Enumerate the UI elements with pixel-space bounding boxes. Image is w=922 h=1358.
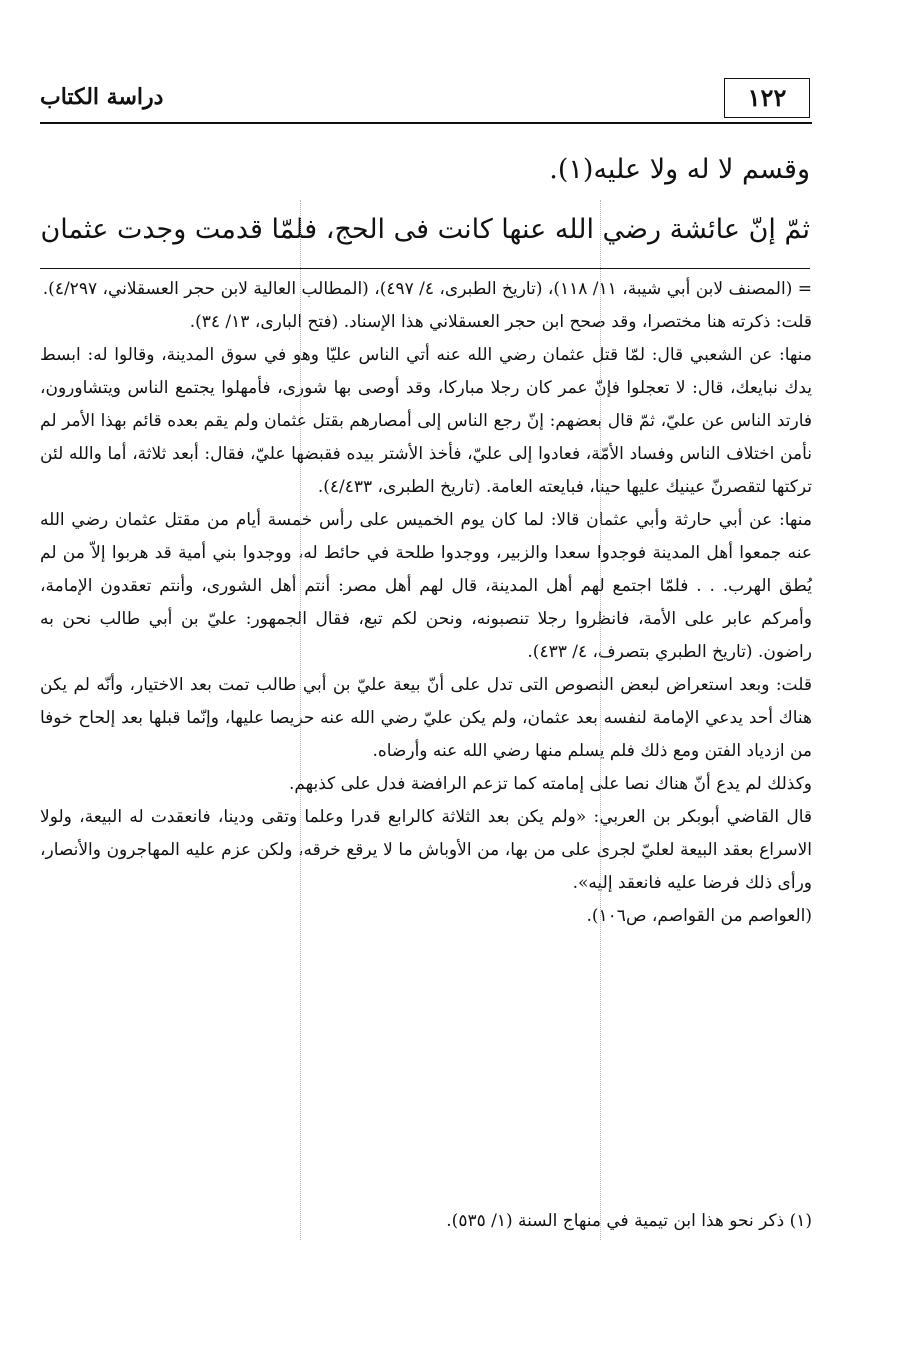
page-number: ١٢٢ xyxy=(724,78,810,118)
running-title: دراسة الكتاب xyxy=(40,84,164,110)
footnote: (١) ذكر نحو هذا ابن تيمية في منهاج السنة (١/ ٥٣٥). xyxy=(446,1211,812,1231)
scan-crease-line xyxy=(600,200,601,1240)
note-paragraph: قلت: وبعد استعراض لبعض النصوص التى تدل على أنّ بيعة عليّ بن أبي طالب تمت بعد الاختيار، وأنّه لم يكن هناك أحد يدعي الإمامة لنفسه بعد عثمان، ولم يكن عليّ رضي الله عنه حريصا عليها، وإنّما قبلها بعد إلحاح خوفا من ازدياد الفتن ومع ذلك فلم يسلم منها رضي الله عنه وأرضاه. xyxy=(40,675,812,761)
main-line: وقسم لا له ولا عليه(١). xyxy=(549,154,810,185)
page-header xyxy=(40,78,810,122)
note-paragraph: (العواصم من القواصم، ص١٠٦). xyxy=(586,906,812,926)
header-rule xyxy=(40,122,812,124)
footnote-separator xyxy=(40,268,810,269)
note-paragraph: وكذلك لم يدع أنّ هناك نصا على إمامته كما تزعم الرافضة فدل على كذبهم. xyxy=(288,774,812,794)
note-paragraph: قال القاضي أبوبكر بن العربي: «ولم يكن بعد الثلاثة كالرابع قدرا وعلما وتقى ودينا، فانعقدت له البيعة، ولولا الاسراع بعقد البيعة لعليّ لجرى على من بها، من الأوباش ما لا يرقع خرقه، ولكن عزم عليه المهاجرون والأنصار، ورأى ذلك فرضا عليه فانعقد إليه». xyxy=(40,807,812,893)
main-text xyxy=(40,140,810,260)
note-paragraph: = (المصنف لابن أبي شيبة، ١١/ ١١٨)، (تاريخ الطبرى، ٤/ ٤٩٧)، (المطالب العالية لابن حجر العسقلاني، ٤/٢٩٧). xyxy=(42,279,812,299)
note-paragraph: قلت: ذكرته هنا مختصرا، وقد صحح ابن حجر العسقلاني هذا الإسناد. (فتح البارى، ١٣/ ٣٤). xyxy=(189,312,812,332)
note-paragraph: منها: عن أبي حارثة وأبي عثمان قالا: لما كان يوم الخميس على رأس خمسة أيام من مقتل عثمان رضي الله عنه جمعوا أهل المدينة فوجدوا سعدا والزبير، ووجدوا طلحة في حائط له، ووجدوا بني أمية قد هربوا إلاّ من لم يُطق الهرب. . . فلمّا اجتمع لهم أهل المدينة، قال لهم أهل مصر: أنتم أهل الشورى، وأنتم تعقدون الإمامة، وأمركم عابر على الأمة، فانظروا رجلا تنصبونه، ونحن لكم تبع، فقال الجمهور: عليّ بن أبي طالب نحن به راضون. (تاريخ الطبري بتصرف، ٤/ ٤٣٣). xyxy=(40,510,812,662)
notes-block xyxy=(40,273,812,933)
main-line: ثمّ إنّ عائشة رضي الله عنها كانت فى الحج، فلمّا قدمت وجدت عثمان xyxy=(40,214,810,245)
scan-crease-line xyxy=(300,200,301,1240)
note-paragraph: منها: عن الشعبي قال: لمّا قتل عثمان رضي الله عنه أتي الناس عليّا وهو في سوق المدينة، وقالوا له: ابسط يدك نبايعك، قال: لا تعجلوا فإنّ عمر كان رجلا مباركا، وقد أوصى بها شورى، فأمهلوا يجتمع الناس ويتشاورون، فارتد الناس عن عليّ، ثمّ قال بعضهم: إنّ رجع الناس إلى أمصارهم بقتل عثمان ولم يقم بعده قائم بهذا الأمر لم نأمن اختلاف الناس وفساد الأمّة، فعادوا إلى عليّ، فأخذ الأشتر بيده فقبضها عليّ، فقال: أبعد ثلاثة، أما والله لئن تركتها لتقصرنّ عينيك عليها حينا، فبايعته العامة. (تاريخ الطبرى، ٤/٤٣٣). xyxy=(40,345,812,497)
